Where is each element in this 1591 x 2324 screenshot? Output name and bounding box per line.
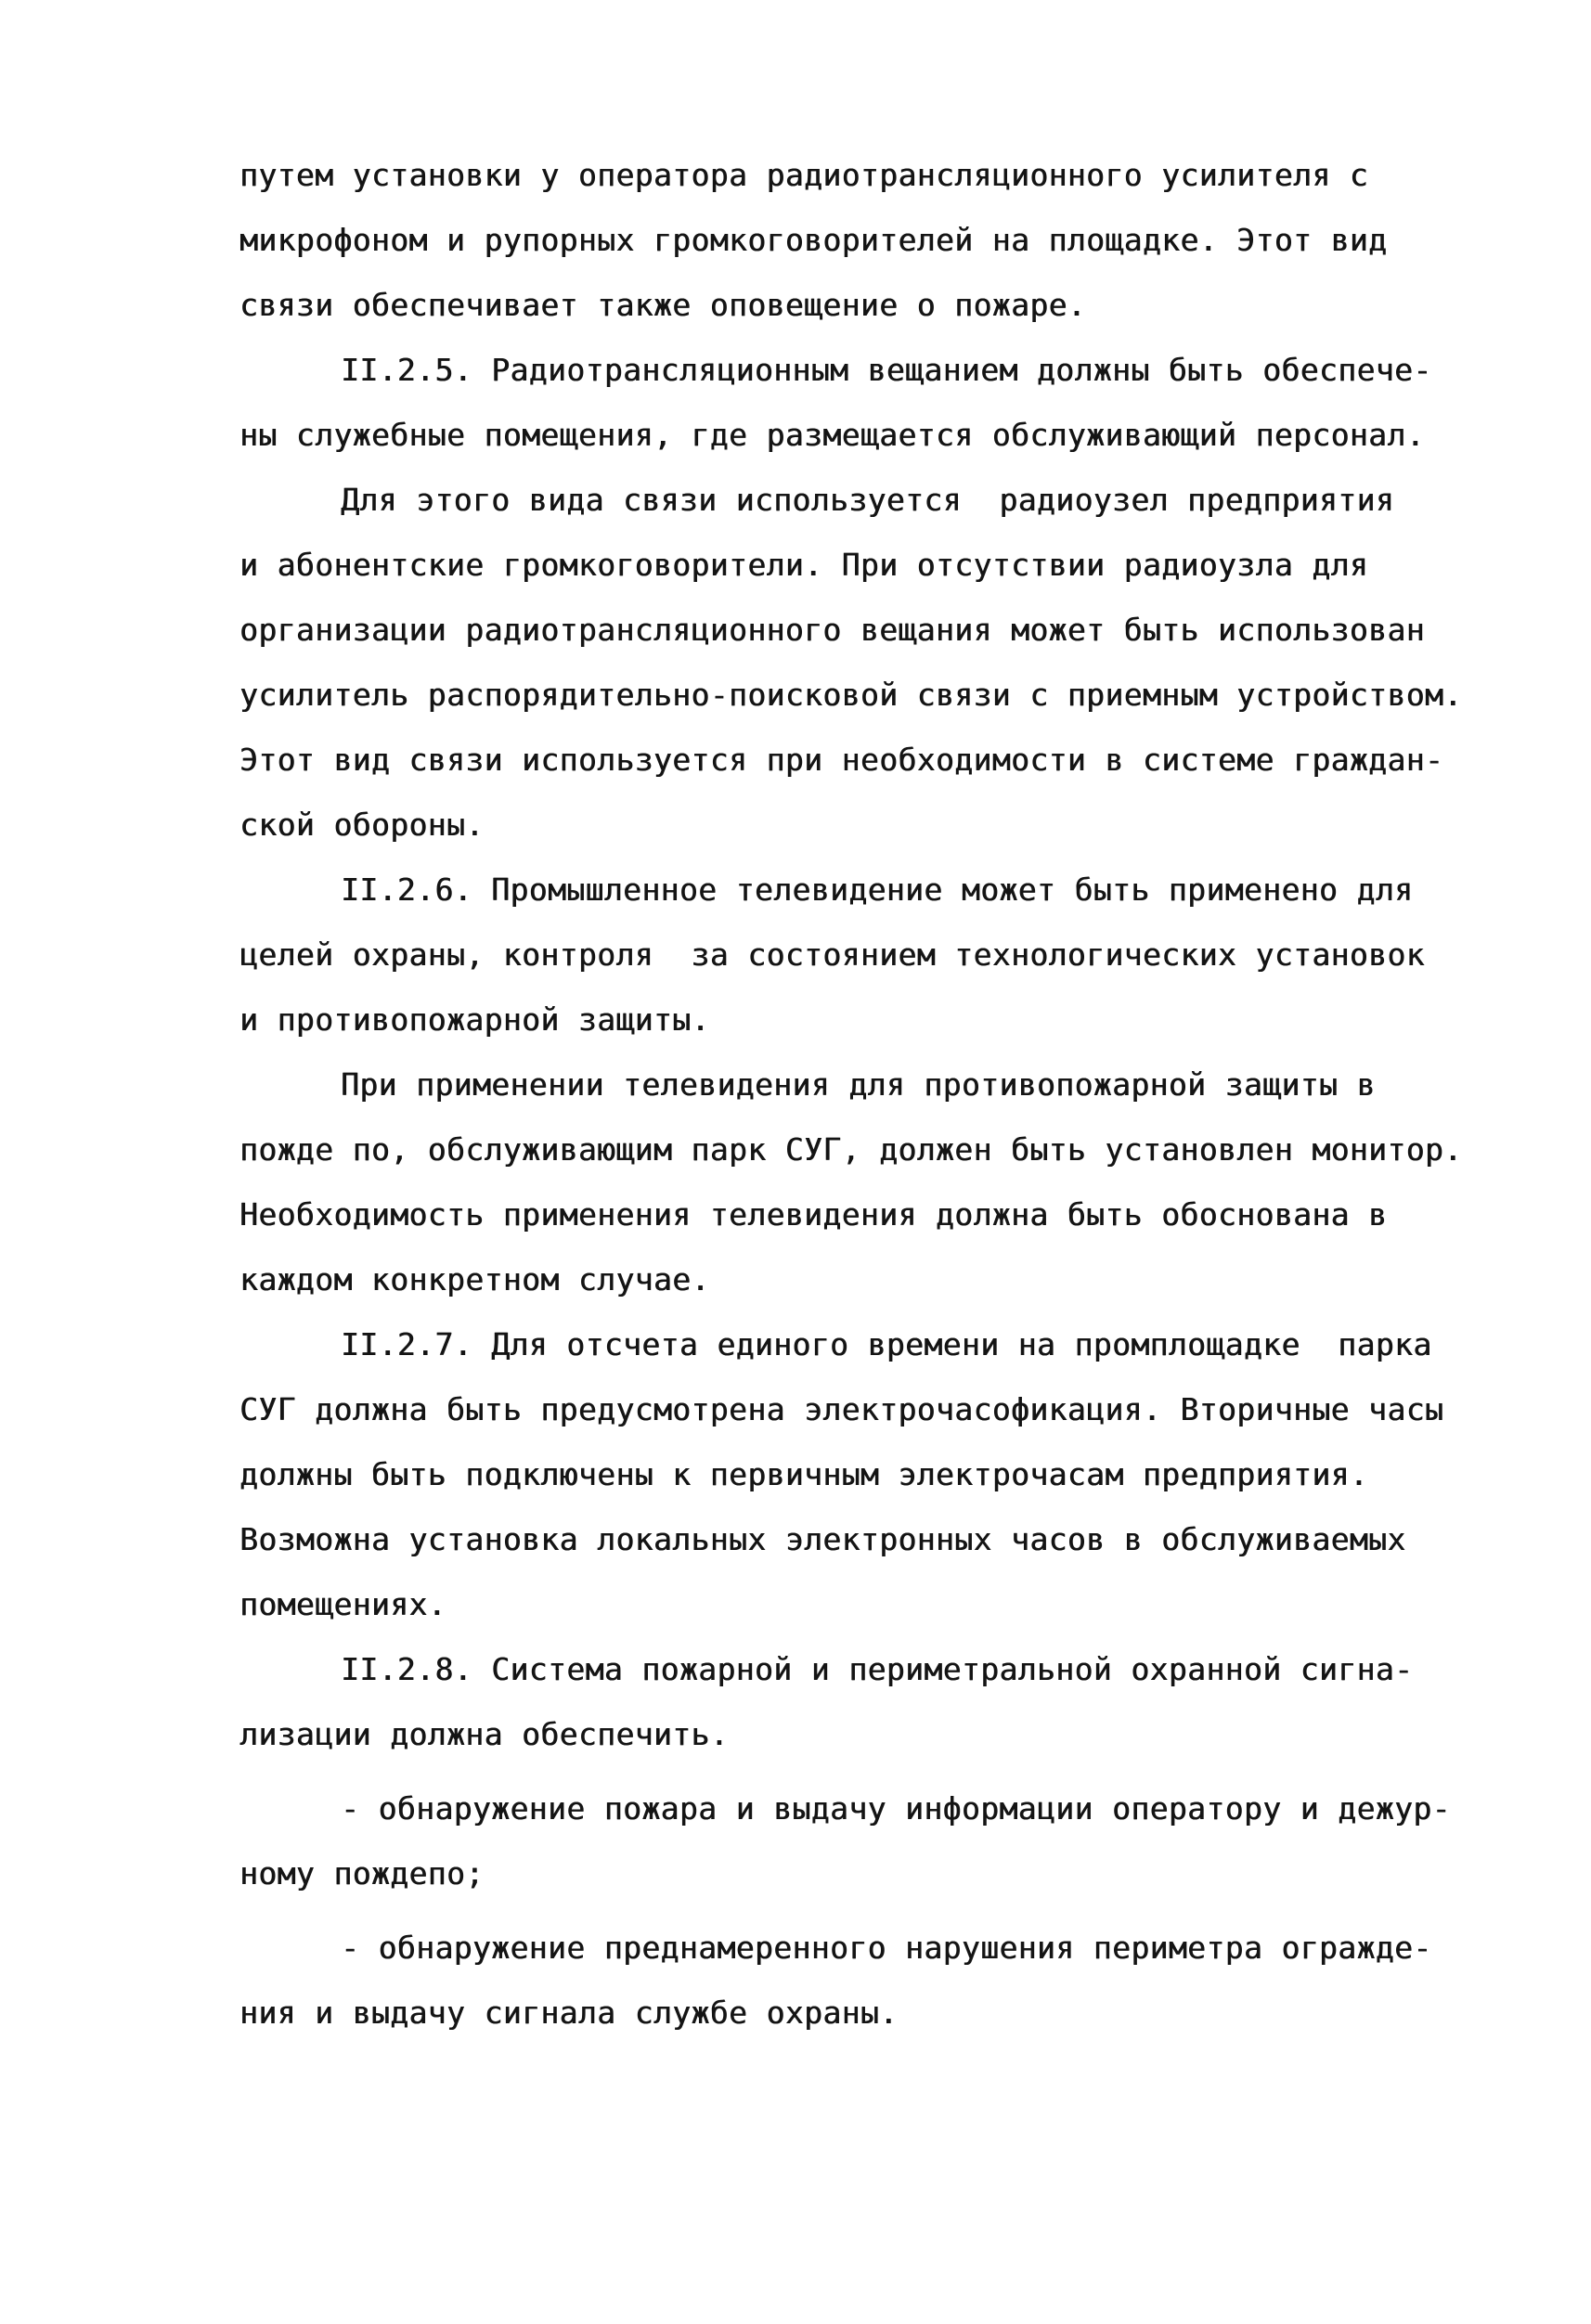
text-line: помещениях.: [239, 1586, 446, 1622]
text-line: и противопожарной защиты.: [239, 1001, 710, 1038]
text-line: Для этого вида связи используется радиоузел предприятия: [341, 482, 1394, 518]
text-line: Необходимость применения телевидения должна быть обоснована в: [239, 1196, 1388, 1233]
text-line: каждом конкретном случае.: [239, 1261, 710, 1298]
text-line: лизации должна обеспечить.: [239, 1716, 729, 1752]
text-line: целей охраны, контроля за состоянием технологических установок: [239, 936, 1425, 973]
text-line: При применении телевидения для противопожарной защиты в: [341, 1066, 1376, 1103]
text-line: Возможна установка локальных электронных часов в обслуживаемых: [239, 1521, 1406, 1557]
text-line: связи обеспечивает также оповещение о пожаре.: [239, 287, 1087, 323]
list-item-line: - обнаружение пожара и выдачу информации оператору и дежур-: [341, 1790, 1451, 1827]
list-item-line: ния и выдачу сигнала службе охраны.: [239, 1995, 899, 2031]
text-line: должны быть подключены к первичным электрочасам предприятия.: [239, 1456, 1369, 1492]
paragraph-11-2-5-heading: II.2.5. Радиотрансляционным вещанием должны быть обеспече-: [341, 352, 1432, 388]
list-item-line: ному пождепо;: [239, 1855, 485, 1891]
paragraph-11-2-8-heading: II.2.8. Система пожарной и периметральной охранной сигна-: [341, 1651, 1414, 1687]
text-line: микрофоном и рупорных громкоговорителей на площадке. Этот вид: [239, 222, 1388, 258]
paragraph-11-2-6-heading: II.2.6. Промышленное телевидение может быть применено для: [341, 872, 1414, 908]
list-item-line: - обнаружение преднамеренного нарушения периметра огражде-: [341, 1930, 1432, 1966]
text-line: ской обороны.: [239, 807, 485, 843]
text-line: организации радиотрансляционного вещания может быть использован: [239, 612, 1425, 648]
text-line: СУГ должна быть предусмотрена электрочасофикация. Вторичные часы: [239, 1391, 1444, 1427]
text-line: Этот вид связи используется при необходимости в системе граждан-: [239, 742, 1444, 778]
text-line: пожде по, обслуживающим парк СУГ, должен быть установлен монитор.: [239, 1131, 1463, 1168]
paragraph-11-2-7-heading: II.2.7. Для отсчета единого времени на промплощадке парка: [341, 1326, 1432, 1362]
text-line: ны служебные помещения, где размещается обслуживающий персонал.: [239, 417, 1425, 453]
text-line: усилитель распорядительно-поисковой связи с приемным устройством.: [239, 677, 1463, 713]
text-line: путем установки у оператора радиотрансляционного усилителя с: [239, 157, 1369, 193]
text-line: и абонентские громкоговорители. При отсутствии радиоузла для: [239, 547, 1369, 583]
